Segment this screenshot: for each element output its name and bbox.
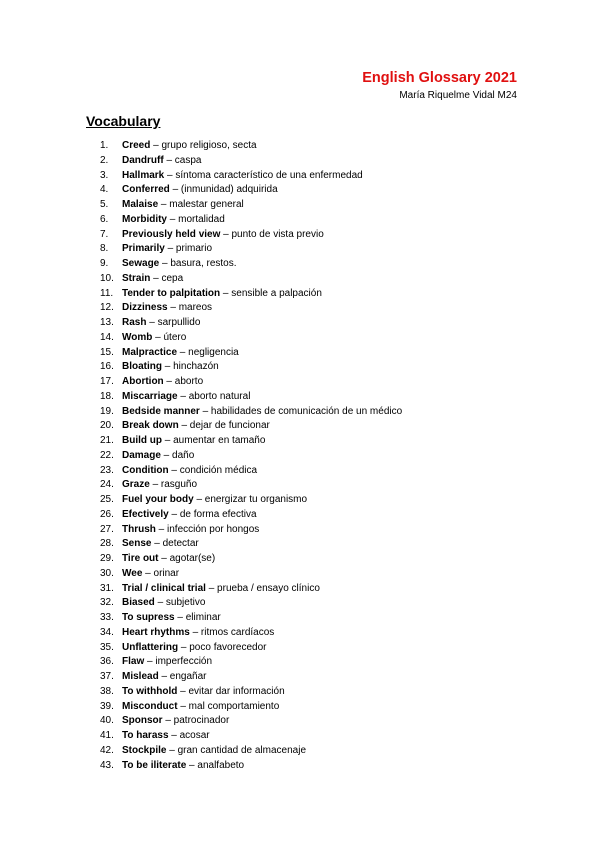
item-definition: – síntoma característico de una enfermedad [164,169,363,181]
item-term: Tire out [122,553,159,564]
item-number: 37. [100,671,114,682]
item-term: Womb [122,331,153,343]
item-term: Graze [122,479,150,491]
item-number: 22. [100,449,114,461]
item-definition: – hinchazón [162,361,219,373]
item-number: 32. [100,597,114,609]
list-item [100,390,402,405]
item-number: 13. [100,317,114,328]
item-definition: – (inmunidad) adquirida [169,184,278,196]
item-definition: – basura, restos. [159,258,237,269]
item-number: 42. [100,744,114,756]
item-term: Fuel your body [122,494,194,505]
item-term: Build up [122,435,162,446]
item-definition: – evitar dar información [177,685,285,697]
item-number: 23. [100,464,114,476]
item-definition: – gran cantidad de almacenaje [166,744,307,756]
item-term: Creed [122,140,151,151]
list-item [100,183,402,198]
list-item [100,316,402,331]
item-term: Stockpile [122,744,167,756]
item-definition: – imperfección [144,656,213,668]
list-item [100,493,402,508]
item-number: 41. [100,730,114,741]
item-term: Unflattering [122,641,179,653]
item-term: Thrush [122,523,156,535]
list-item [100,700,402,715]
item-number: 10. [100,272,114,284]
item-term: Damage [122,449,161,461]
item-number: 30. [100,567,114,579]
item-number: 14. [100,331,114,343]
item-number: 1. [100,140,109,151]
vocabulary-list [100,139,402,773]
item-number: 38. [100,685,114,697]
list-item [100,360,402,375]
item-term: Bedside manner [122,405,200,417]
item-number: 17. [100,376,114,387]
item-term: Mislead [122,671,159,682]
item-definition: – cepa [150,272,184,284]
item-term: Bloating [122,361,162,373]
item-number: 12. [100,302,114,314]
list-item [100,301,402,316]
item-definition: – patrocinador [162,715,230,727]
item-number: 33. [100,612,114,623]
section-heading: Vocabulary [86,113,161,129]
item-number: 40. [100,715,114,727]
list-item [100,139,402,154]
list-item [100,537,402,552]
list-item [100,272,402,287]
item-term: Sewage [122,258,160,269]
item-number: 35. [100,641,114,653]
item-definition: – subjetivo [154,597,206,609]
item-number: 3. [100,169,109,181]
item-number: 36. [100,656,114,668]
item-definition: – aborto natural [177,390,251,402]
item-term: Break down [122,420,179,432]
item-definition: – prueba / ensayo clínico [205,582,320,594]
list-item [100,670,402,685]
item-term: Biased [122,597,155,609]
item-definition: – sarpullido [146,317,201,328]
item-definition: – ritmos cardíacos [189,626,275,638]
list-item [100,552,402,567]
item-term: Rash [122,317,147,328]
item-number: 11. [100,287,114,299]
item-term: To supress [122,612,175,623]
item-definition: – orinar [142,567,180,579]
item-definition: – grupo religioso, secta [150,140,257,151]
list-item [100,331,402,346]
author-name: María Riquelme Vidal M24 [399,90,517,101]
item-definition: – de forma efectiva [168,508,257,520]
item-definition: – aborto [163,376,204,387]
list-item [100,346,402,361]
list-item [100,213,402,228]
list-item [100,582,402,597]
item-term: Previously held view [122,228,221,240]
item-number: 21. [100,435,114,446]
item-number: 24. [100,479,114,491]
item-definition: – útero [152,331,187,343]
item-number: 26. [100,508,114,520]
item-definition: – primario [164,243,213,255]
item-number: 9. [100,258,109,269]
item-definition: – infección por hongos [155,523,260,535]
item-definition: – dejar de funcionar [178,420,270,432]
list-item [100,596,402,611]
item-definition: – eliminar [174,612,221,623]
item-term: Malaise [122,199,159,210]
item-number: 39. [100,700,114,712]
item-term: To withhold [122,685,178,697]
list-item [100,626,402,641]
list-item [100,375,402,390]
item-term: Malpractice [122,346,178,358]
list-item [100,567,402,582]
list-item [100,198,402,213]
item-term: Efectively [122,508,169,520]
item-definition: – mal comportamiento [177,700,280,712]
item-number: 5. [100,199,109,210]
item-number: 4. [100,184,109,196]
list-item [100,655,402,670]
list-item [100,641,402,656]
item-term: Hallmark [122,169,165,181]
list-item [100,464,402,479]
item-number: 25. [100,494,114,505]
list-item [100,729,402,744]
document-title: English Glossary 2021 [362,70,517,86]
item-term: Primarily [122,243,165,255]
item-number: 6. [100,213,109,225]
list-item [100,449,402,464]
item-definition: – agotar(se) [158,553,216,564]
item-number: 18. [100,390,114,402]
list-item [100,478,402,493]
item-term: To be iliterate [122,759,187,771]
item-term: Conferred [122,184,170,196]
item-number: 43. [100,759,114,771]
item-number: 2. [100,154,109,166]
item-definition: – mareos [167,302,213,314]
list-item [100,685,402,700]
item-definition: – poco favorecedor [178,641,267,653]
item-definition: – aumentar en tamaño [162,435,266,446]
item-number: 29. [100,553,114,564]
list-item [100,419,402,434]
item-definition: – habilidades de comunicación de un médico [199,405,403,417]
item-definition: – analfabeto [186,759,245,771]
item-number: 20. [100,420,114,432]
item-definition: – daño [160,449,195,461]
item-definition: – rasguño [149,479,198,491]
item-term: To harass [122,730,169,741]
item-number: 19. [100,405,114,417]
item-term: Heart rhythms [122,626,190,638]
item-number: 34. [100,626,114,638]
item-term: Morbidity [122,213,167,225]
list-item [100,242,402,257]
item-term: Condition [122,464,169,476]
list-item [100,744,402,759]
item-term: Strain [122,272,151,284]
item-definition: – mortalidad [167,213,225,225]
list-item [100,434,402,449]
list-item [100,154,402,169]
list-item [100,169,402,184]
item-definition: – sensible a palpación [220,287,322,299]
item-definition: – caspa [163,154,202,166]
list-item [100,611,402,626]
item-number: 31. [100,582,114,594]
item-definition: – energizar tu organismo [193,494,308,505]
item-definition: – acosar [168,730,210,741]
item-term: Sponsor [122,715,163,727]
list-item [100,714,402,729]
list-item [100,257,402,272]
item-definition: – engañar [158,671,207,682]
item-term: Misconduct [122,700,178,712]
item-term: Dizziness [122,302,168,314]
item-term: Sense [122,538,152,550]
list-item [100,405,402,420]
list-item [100,759,402,774]
item-definition: – negligencia [177,346,239,358]
list-item [100,228,402,243]
list-item [100,508,402,523]
item-definition: – punto de vista previo [220,228,324,240]
item-number: 15. [100,346,114,358]
item-definition: – malestar general [158,199,244,210]
item-term: Wee [122,567,143,579]
item-number: 16. [100,361,114,373]
item-number: 27. [100,523,114,535]
item-term: Flaw [122,656,145,668]
item-term: Trial / clinical trial [122,582,206,594]
item-number: 7. [100,228,109,240]
item-number: 28. [100,538,114,550]
item-number: 8. [100,243,109,255]
item-definition: – detectar [151,538,199,550]
item-definition: – condición médica [168,464,258,476]
item-term: Dandruff [122,154,164,166]
item-term: Abortion [122,376,164,387]
list-item [100,523,402,538]
item-term: Tender to palpitation [122,287,221,299]
list-item [100,287,402,302]
item-term: Miscarriage [122,390,178,402]
